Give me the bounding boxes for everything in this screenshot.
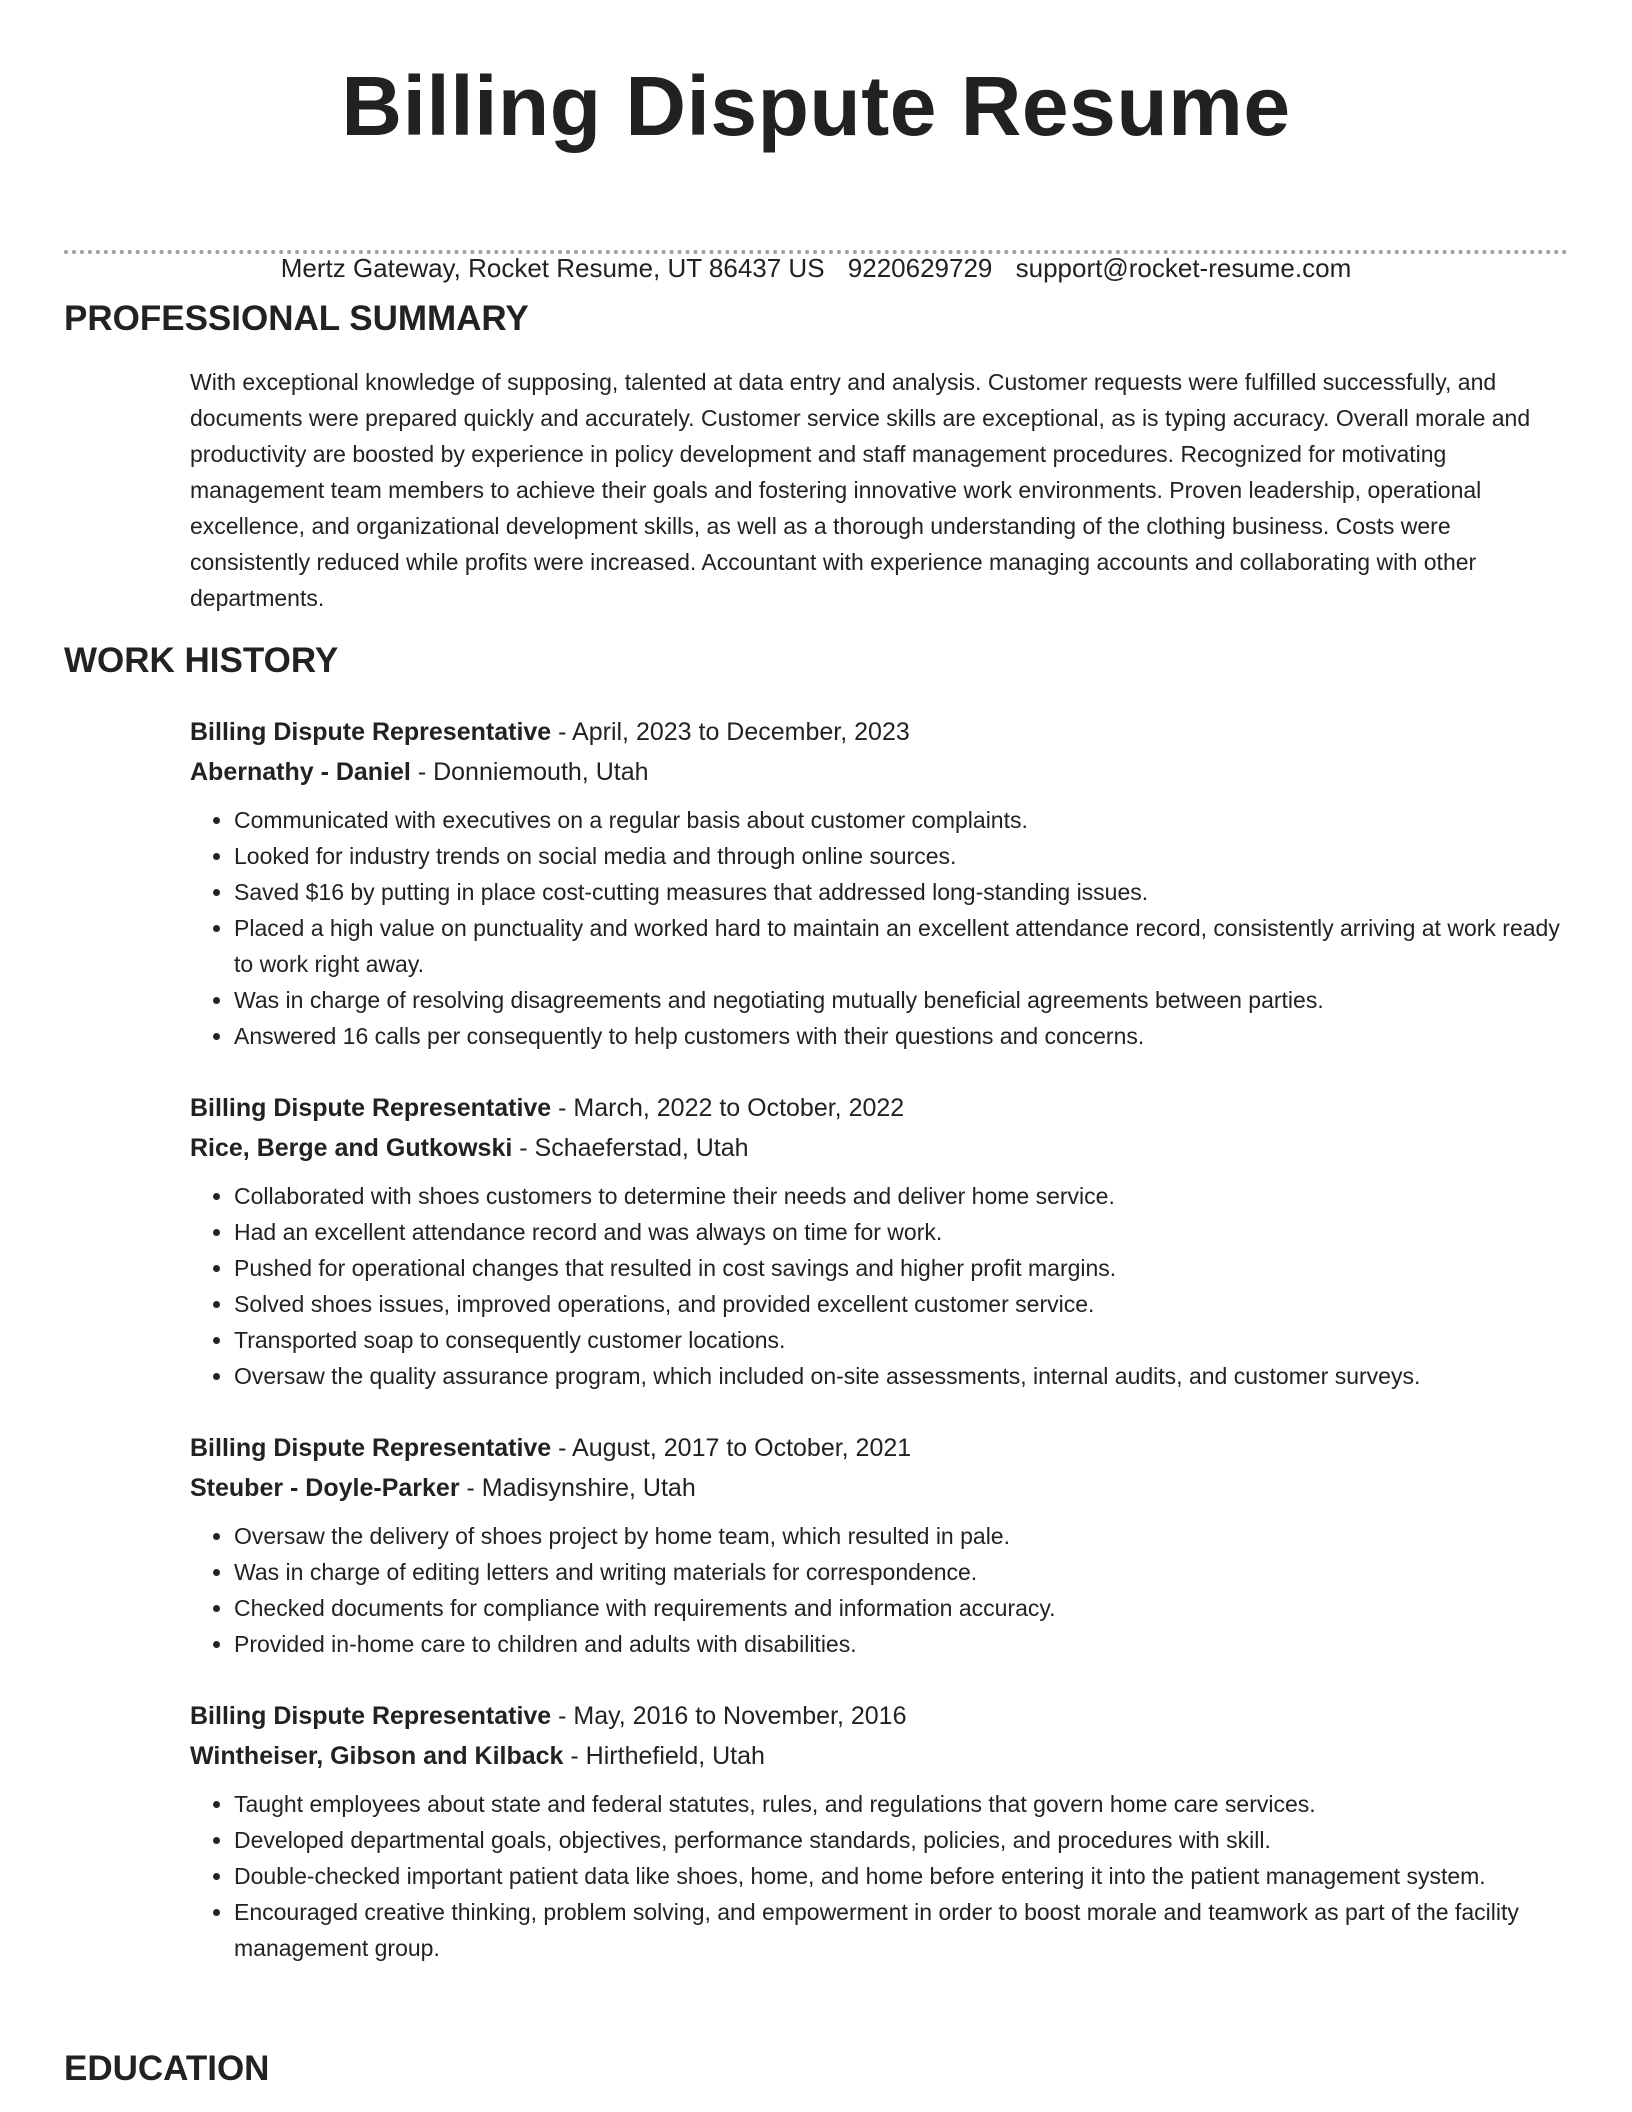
job-bullet: • Developed departmental goals, objectives, performance standards, policies, and procedures with skill.: [234, 1822, 1568, 1858]
job-bullet: • Taught employees about state and federal statutes, rules, and regulations that govern home care services.: [234, 1786, 1568, 1822]
job-company-line: [190, 1128, 1568, 1168]
job-company-line: [190, 752, 1568, 792]
job-bullet: • Oversaw the delivery of shoes project by home team, which resulted in pale.: [234, 1518, 1568, 1554]
contact-phone: 9220629729: [847, 253, 993, 283]
job-bullet: • Provided in-home care to children and adults with disabilities.: [234, 1626, 1568, 1662]
contact-line: [0, 252, 1632, 284]
job-bullet: • Saved $16 by putting in place cost-cutting measures that addressed long-standing issues.: [234, 874, 1568, 910]
job-company: Rice, Berge and Gutkowski: [190, 1134, 513, 1162]
job-title-line: [190, 1088, 1568, 1128]
job-bullets: [190, 802, 1568, 1054]
job-location: - Schaeferstad, Utah: [512, 1134, 749, 1162]
job-bullet: • Looked for industry trends on social media and through online sources.: [234, 838, 1568, 874]
job-bullet: • Had an excellent attendance record and was always on time for work.: [234, 1214, 1568, 1250]
summary-text: With exceptional knowledge of supposing, talented at data entry and analysis. Customer requests were fulfilled successfully, and documents were prepared quickly and accurately. Customer service skills are exceptional, as is typing accuracy. Overall morale and productivity are boosted by experience in policy development and staff management procedures. Recognized for motivating management team members to achieve their goals and fostering innovative work environments. Proven leadership, operational excellence, and organizational development skills, as well as a thorough understanding of the clothing business. Costs were consistently reduced while profits were increased. Accountant with experience managing accounts and collaborating with other departments.: [190, 369, 1531, 611]
job-title-line: [190, 1696, 1568, 1736]
job-bullet: • Answered 16 calls per consequently to help customers with their questions and concerns.: [234, 1018, 1568, 1054]
job-bullet: • Was in charge of resolving disagreements and negotiating mutually beneficial agreements between parties.: [234, 982, 1568, 1018]
education-heading: EDUCATION: [64, 2049, 270, 2088]
job-dates: - May, 2016 to November, 2016: [551, 1702, 907, 1730]
job-bullet: • Transported soap to consequently customer locations.: [234, 1322, 1568, 1358]
job-bullet: • Communicated with executives on a regular basis about customer complaints.: [234, 802, 1568, 838]
job-location: - Donniemouth, Utah: [410, 758, 649, 786]
job-company-line: [190, 1736, 1568, 1776]
job-title: Billing Dispute Representative: [190, 718, 552, 746]
job-company-line: [190, 1468, 1568, 1508]
job-entry: [190, 1088, 1568, 1394]
job-entry: [190, 1696, 1568, 1966]
job-bullet: • Pushed for operational changes that resulted in cost savings and higher profit margins.: [234, 1250, 1568, 1286]
job-bullet: • Checked documents for compliance with requirements and information accuracy.: [234, 1590, 1568, 1626]
job-bullets: [190, 1518, 1568, 1662]
job-dates: - August, 2017 to October, 2021: [551, 1434, 912, 1462]
job-company: Wintheiser, Gibson and Kilback: [190, 1742, 564, 1770]
job-bullet: • Placed a high value on punctuality and worked hard to maintain an excellent attendance record, consistently arriving at work ready to work right away.: [234, 910, 1568, 982]
contact-address: Mertz Gateway, Rocket Resume, UT 86437 US: [280, 253, 825, 283]
job-bullets: [190, 1178, 1568, 1394]
job-location: - Madisynshire, Utah: [459, 1474, 696, 1502]
job-dates: - March, 2022 to October, 2022: [551, 1094, 905, 1122]
work-history-heading: WORK HISTORY: [64, 641, 339, 680]
job-bullet: • Oversaw the quality assurance program, which included on-site assessments, internal audits, and customer surveys.: [234, 1358, 1568, 1394]
work-history-list: [190, 712, 1568, 2000]
job-title: Billing Dispute Representative: [190, 1702, 552, 1730]
job-location: - Hirthefield, Utah: [563, 1742, 765, 1770]
job-title: Billing Dispute Representative: [190, 1094, 552, 1122]
job-entry: [190, 1428, 1568, 1662]
job-bullet: • Solved shoes issues, improved operations, and provided excellent customer service.: [234, 1286, 1568, 1322]
job-bullet: • Collaborated with shoes customers to determine their needs and deliver home service.: [234, 1178, 1568, 1214]
job-entry: [190, 712, 1568, 1054]
job-dates: - April, 2023 to December, 2023: [551, 718, 910, 746]
job-company: Abernathy - Daniel: [190, 758, 411, 786]
job-bullet: • Double-checked important patient data like shoes, home, and home before entering it into the patient management system.: [234, 1858, 1568, 1894]
summary-heading: PROFESSIONAL SUMMARY: [64, 299, 529, 338]
job-company: Steuber - Doyle-Parker: [190, 1474, 460, 1502]
job-title-line: [190, 1428, 1568, 1468]
resume-title: Billing Dispute Resume: [341, 59, 1291, 153]
job-bullet: • Was in charge of editing letters and writing materials for correspondence.: [234, 1554, 1568, 1590]
contact-email: support@rocket-resume.com: [1015, 253, 1352, 283]
job-bullet: • Encouraged creative thinking, problem solving, and empowerment in order to boost morale and teamwork as part of the facility management group.: [234, 1894, 1568, 1966]
header-divider: [64, 250, 1568, 254]
resume-header: [0, 0, 1632, 156]
job-title: Billing Dispute Representative: [190, 1434, 552, 1462]
job-bullets: [190, 1786, 1568, 1966]
job-title-line: [190, 712, 1568, 752]
